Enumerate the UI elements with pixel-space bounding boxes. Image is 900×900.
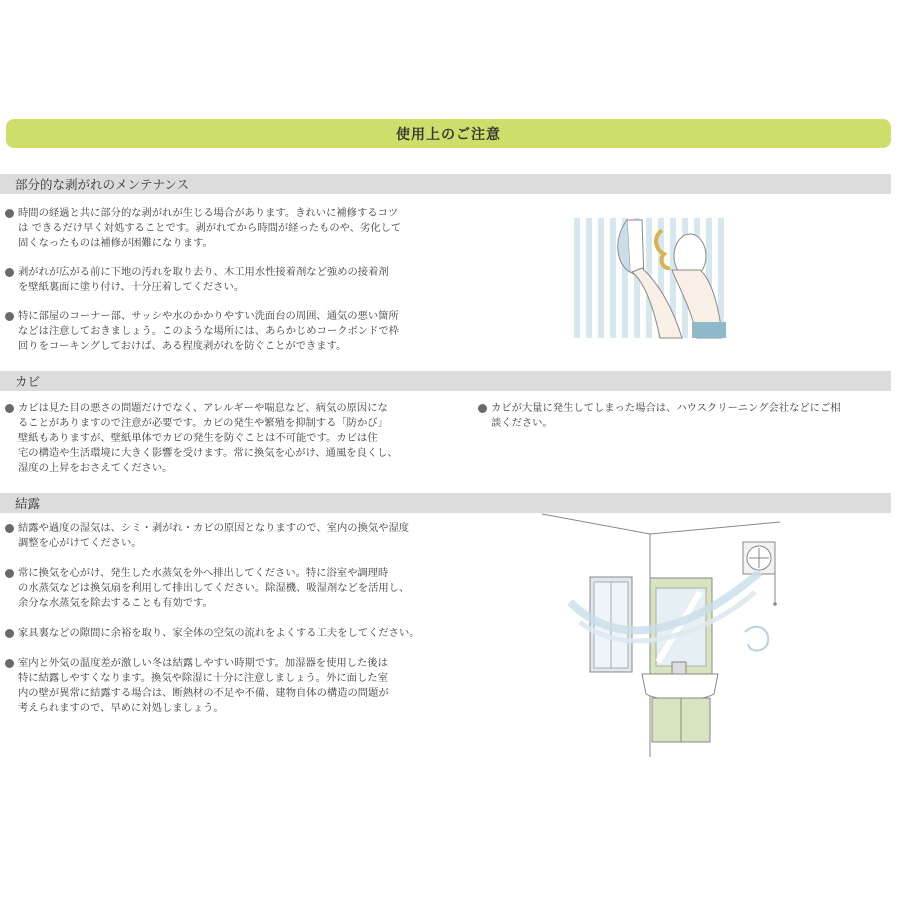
page-title: 使用上のご注意 <box>396 126 501 143</box>
section-heading-mold <box>0 371 891 391</box>
bullet-dot-icon <box>5 209 14 218</box>
bullet-dot-icon <box>5 312 14 321</box>
bullet-dot-icon <box>5 268 14 277</box>
text-line: 特に結露しやすくなります。換気や除湿に十分に注意しましょう。外に面した室 <box>18 672 388 684</box>
text-line: 壁紙もありますが、壁紙単体でカビの発生を防ぐことは不可能です。カビは住 <box>18 432 378 444</box>
list-item <box>5 206 401 251</box>
section-heading-label: 結露 <box>15 496 41 511</box>
bullet-dot-icon <box>5 659 14 668</box>
text-line: 特に部屋のコーナー部、サッシや水のかかりやすい洗面台の周囲、通気の悪い箇所 <box>18 310 399 322</box>
list-item <box>5 265 389 295</box>
text-line: 余分な水蒸気を除去することも有効です。 <box>18 597 213 609</box>
text-line: 常に換気を心がけ、発生した水蒸気を外へ排出してください。特に浴室や調理時 <box>18 567 389 579</box>
title-bar <box>6 119 891 148</box>
text-line: 内の壁が異常に結露する場合は、断熱材の不足や不備、建物自体の構造の問題が <box>18 687 389 699</box>
list-item <box>5 401 398 476</box>
list-item <box>5 626 420 641</box>
list-item <box>478 401 841 431</box>
text-line: などは注意しておきましょう。このような場所には、あらかじめコークボンドで枠 <box>18 325 399 337</box>
text-line: 調整を心がけてください。 <box>18 537 142 549</box>
room-ventilation-illustration <box>540 512 790 762</box>
text-line: ることがありますので注意が必要です。カビの発生や繁殖を抑制する「防かび」 <box>18 417 388 429</box>
bullet-dot-icon <box>5 629 14 638</box>
text-line: 考えられますので、早めに対処しましょう。 <box>18 702 224 714</box>
bullet-dot-icon <box>5 524 14 533</box>
text-line: の水蒸気などは換気扇を利用して排出してください。除湿機、吸湿剤などを活用し、 <box>18 582 410 594</box>
section-heading-condensation <box>0 493 891 513</box>
list-item <box>5 566 409 611</box>
text-line: 結露や過度の湿気は、シミ・剥がれ・カビの原因となりますので、室内の換気や湿度 <box>18 522 410 534</box>
text-line: 室内と外気の温度差が激しい冬は結露しやすい時期です。加湿器を使用した後は <box>18 657 388 669</box>
list-item <box>5 309 399 354</box>
text-line: 湿度の上昇をおさえてください。 <box>18 462 173 474</box>
wallpaper-repair-illustration <box>572 210 732 340</box>
text-line: 談ください。 <box>491 417 553 429</box>
text-line: を壁紙裏面に塗り付け、十分圧着してください。 <box>18 281 245 293</box>
text-line: カビが大量に発生してしまった場合は、ハウスクリーニング会社などにご相 <box>491 402 841 414</box>
section-heading-label: カビ <box>15 374 41 389</box>
text-line: 回りをコーキングしておけば、ある程度剥がれを防ぐことができます。 <box>18 340 347 352</box>
text-line: 時間の経過と共に部分的な剥がれが生じる場合があります。きれいに補修するコツ <box>18 207 399 219</box>
section-heading-peeling <box>0 174 891 194</box>
list-item <box>5 656 389 716</box>
bullet-dot-icon <box>5 569 14 578</box>
text-line: 固くなったものは補修が困難になります。 <box>18 237 213 249</box>
list-item <box>5 521 409 551</box>
bullet-dot-icon <box>478 404 487 413</box>
text-line: 宅の構造や生活環境に大きく影響を受けます。常に換気を心がけ、通風を良くし、 <box>18 447 398 459</box>
text-line: 家具裏などの隙間に余裕を取り、家全体の空気の流れをよくする工夫をしてください。 <box>18 627 420 639</box>
text-line: カビは見た目の悪さの問題だけでなく、アレルギーや喘息など、病気の原因にな <box>18 402 388 414</box>
text-line: 剥がれが広がる前に下地の汚れを取り去り、木工用水性接着剤など強めの接着剤 <box>18 266 389 278</box>
text-line: は できるだけ早く対処することです。剥がれてから時間が経ったものや、劣化して <box>18 222 402 234</box>
section-heading-label: 部分的な剥がれのメンテナンス <box>15 177 190 192</box>
bullet-dot-icon <box>5 404 14 413</box>
